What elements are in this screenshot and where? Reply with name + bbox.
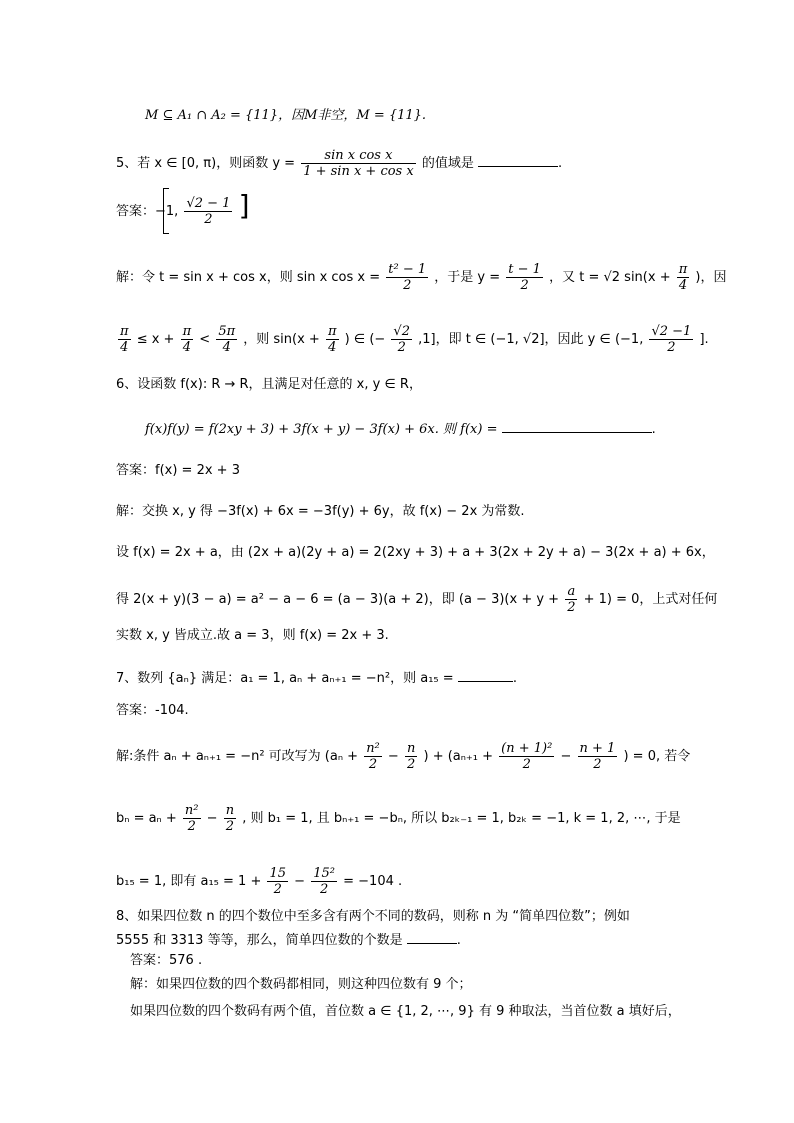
text-segment: 解:条件 aₙ + aₙ₊₁ = −n² 可改写为 (aₙ +: [116, 749, 359, 764]
text-segment: −: [560, 749, 572, 764]
fraction: [649, 324, 693, 355]
text-segment: b₁₅ = 1, 即有 a₁₅ = 1 +: [116, 874, 262, 889]
numerator: n: [225, 803, 235, 818]
solution-5-line2: [116, 324, 709, 355]
fraction: [565, 584, 577, 615]
text-segment: 解：令 t = sin x + cos x，则 sin x cos x =: [116, 270, 381, 285]
text-segment: = −104 .: [343, 874, 403, 889]
text-segment: −: [387, 749, 399, 764]
fraction: [386, 262, 428, 293]
text-segment: + 1) = 0，上式对任何: [583, 592, 718, 607]
text-line: 答案：f(x) = 2x + 3: [116, 463, 240, 478]
solution-8-line2: [130, 1002, 681, 1022]
fraction: [499, 741, 554, 772]
denominator: 2: [204, 212, 213, 227]
set-statement: [145, 106, 426, 126]
solution-7-line2: [116, 803, 681, 834]
denominator: 2: [403, 278, 412, 293]
denominator: 2: [273, 882, 282, 897]
answer-8: [130, 951, 202, 971]
answer-blank: [502, 418, 652, 433]
text-segment: 5555 和 3313 等等，那么，简单四位数的个数是: [116, 933, 403, 948]
numerator: √2: [393, 324, 410, 339]
text-line: f(x)f(y) = f(2xy + 3) + 3f(x + y) − 3f(x) + 6x. 则 f(x) =: [145, 422, 498, 437]
text-line: 如果四位数的四个数码有两个值，首位数 a ∈ {1, 2, ⋯, 9} 有 9 种取法，当首位数 a 填好后，: [130, 1004, 681, 1019]
numerator: t² − 1: [388, 262, 427, 277]
solution-6-line4: [116, 626, 389, 646]
text-segment: ) = 0, 若令: [623, 749, 691, 764]
denominator: 4: [120, 340, 129, 355]
question-6: [116, 375, 422, 395]
question-8-line1: [116, 907, 630, 927]
text-segment: ≤ x +: [136, 332, 175, 347]
denominator: 2: [397, 340, 406, 355]
numerator: t − 1: [508, 262, 541, 277]
fraction: [184, 196, 232, 227]
fraction: [311, 866, 337, 897]
numerator: n²: [184, 803, 199, 818]
text-segment: )，因: [695, 270, 727, 285]
fraction: [183, 803, 201, 834]
numerator: n + 1: [579, 741, 616, 756]
numerator: a: [565, 584, 577, 600]
numerator: π: [182, 324, 192, 339]
fraction: [267, 866, 288, 897]
denominator: 2: [520, 278, 529, 293]
fraction: [578, 741, 618, 772]
numerator: 15²: [313, 866, 335, 881]
text-line: 解：交换 x, y 得 −3f(x) + 6x = −3f(y) + 6y，故 f(x) − 2x 为常数.: [116, 504, 525, 519]
closing-bracket: ]: [238, 189, 250, 222]
question-8-line2: 5555 和 3313 等等，那么，简单四位数的个数是 .: [116, 929, 461, 951]
solution-6-line2: [116, 543, 715, 563]
text-segment: 的值域是: [421, 156, 474, 171]
text-segment: ) ∈ (−: [344, 332, 386, 347]
text-segment: ，则 sin(x +: [243, 332, 320, 347]
answer-7: [116, 701, 189, 721]
denominator: 2: [593, 757, 602, 772]
numerator: π: [120, 324, 129, 339]
numerator: n: [406, 741, 416, 756]
denominator: 4: [182, 340, 191, 355]
question-7: 7、数列 {aₙ} 满足：a₁ = 1, aₙ + aₙ₊₁ = −n²，则 a₁₅ = .: [116, 667, 517, 689]
solution-5-line1: [116, 262, 727, 293]
text-segment: 7、数列 {aₙ} 满足：a₁ = 1, aₙ + aₙ₊₁ = −n²，则 a₁₅ =: [116, 671, 454, 686]
denominator: 1 + sin x + cos x: [303, 164, 414, 179]
fraction: [216, 324, 237, 355]
denominator: 2: [567, 600, 576, 615]
text-segment: ，又 t = √2 sin(x +: [549, 270, 671, 285]
text-segment: ) + (aₙ₊₁ +: [423, 749, 494, 764]
numerator: √2 −1: [651, 324, 692, 339]
text-segment: 5、若 x ∈ [0, π)，则函数 y =: [116, 156, 296, 171]
answer-blank: [478, 152, 558, 167]
solution-7-line1: [116, 741, 690, 772]
fraction: [405, 741, 417, 772]
denominator: 2: [522, 757, 531, 772]
text-line: 实数 x, y 皆成立.故 a = 3，则 f(x) = 2x + 3.: [116, 628, 389, 643]
answer-6: [116, 461, 240, 481]
text-segment: −: [206, 811, 218, 826]
opening-bracket: [163, 188, 169, 234]
fraction: [364, 741, 382, 772]
denominator: 2: [368, 757, 378, 772]
denominator: 2: [225, 819, 235, 834]
text-line: 6、设函数 f(x): R → R，且满足对任意的 x, y ∈ R，: [116, 377, 422, 392]
text-segment: <: [199, 332, 211, 347]
answer-blank: [407, 929, 457, 944]
solution-6-line1: [116, 502, 525, 522]
text-line: 答案：576 .: [130, 953, 203, 968]
fraction: [118, 324, 131, 355]
solution-7-line3: [116, 866, 402, 897]
question-5: 5、若 x ∈ [0, π)，则函数 y = $\frac{\text{sin x cos x}}{\text{1 + sin x + cos x}}$ 的值域是 .: [116, 148, 563, 179]
answer-blank: [458, 667, 513, 682]
fraction: [391, 324, 412, 355]
numerator: √2 − 1: [186, 196, 231, 211]
numerator: π: [678, 262, 688, 277]
text-line: 8、如果四位数 n 的四个数位中至多含有两个不同的数码，则称 n 为 “简单四位数”；例如: [116, 909, 630, 924]
fraction: [224, 803, 236, 834]
denominator: 4: [222, 340, 231, 355]
text-segment: bₙ = aₙ +: [116, 811, 177, 826]
text-segment: ,1]，即 t ∈ (−1, √2]，因此 y ∈ (−1,: [418, 332, 644, 347]
numerator: sin x cos x: [301, 148, 416, 164]
question-6-equation: f(x)f(y) = f(2xy + 3) + 3f(x + y) − 3f(x) + 6x. 则 f(x) = .: [145, 418, 656, 440]
denominator: 4: [328, 340, 337, 355]
numerator: n²: [366, 741, 380, 756]
text-line: 答案：-104.: [116, 703, 189, 718]
solution-6-line3: [116, 584, 717, 615]
text-segment: 得 2(x + y)(3 − a) = a² − a − 6 = (a − 3)(a + 2)，即 (a − 3)(x + y +: [116, 592, 560, 607]
text-line: 设 f(x) = 2x + a，由 (2x + a)(2y + a) = 2(2xy + 3) + a + 3(2x + 2y + a) − 3(2x + a) + 6x，: [116, 545, 715, 560]
denominator: 2: [319, 882, 329, 897]
denominator: 2: [407, 757, 416, 772]
fraction: [677, 262, 690, 293]
denominator: 2: [187, 819, 196, 834]
text-segment: , 则 b₁ = 1, 且 bₙ₊₁ = −bₙ, 所以 b₂ₖ₋₁ = 1, b₂ₖ = −1, k = 1, 2, ⋯, 于是: [242, 811, 681, 826]
text-line: 解：如果四位数的四个数码都相同，则这种四位数有 9 个；: [130, 977, 472, 992]
numerator: 15: [269, 866, 287, 881]
text-line: M ⊆ A₁ ∩ A₂ = {11}，因M非空，M = {11}.: [145, 108, 427, 123]
fraction: [301, 148, 416, 179]
fraction: [506, 262, 543, 293]
denominator: 4: [678, 278, 688, 293]
numerator: 5π: [218, 324, 236, 339]
denominator: 2: [667, 340, 676, 355]
fraction: [326, 324, 339, 355]
text-segment: ，于是 y =: [434, 270, 501, 285]
answer-5: [116, 189, 250, 227]
text-segment: 答案：−1,: [116, 204, 179, 219]
fraction: [181, 324, 194, 355]
text-segment: −: [294, 874, 306, 889]
solution-8-line1: [130, 975, 472, 995]
text-segment: ].: [699, 332, 709, 347]
numerator: π: [327, 324, 337, 339]
numerator: (n + 1)²: [501, 741, 553, 756]
